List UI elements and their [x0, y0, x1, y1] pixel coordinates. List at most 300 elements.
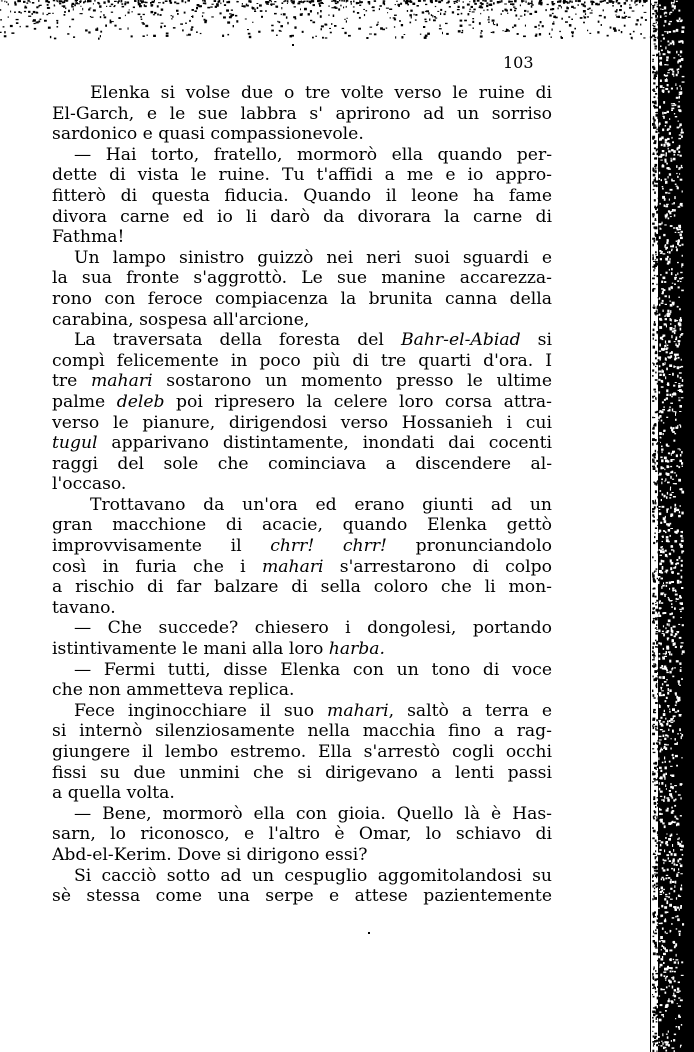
scan-speck [664, 12, 665, 14]
scan-speck [196, 31, 198, 33]
scan-speck [659, 692, 662, 695]
text-line [52, 701, 552, 722]
scan-speck [487, 9, 489, 10]
scan-speck [681, 359, 682, 361]
scan-speck [668, 70, 670, 71]
scan-speck [380, 27, 383, 29]
scan-speck [675, 591, 677, 592]
scan-speck [279, 21, 281, 23]
scan-speck [665, 1047, 667, 1049]
scan-speck [665, 121, 668, 123]
scan-speck [652, 244, 654, 246]
scan-speck [681, 87, 682, 90]
scan-speck [286, 16, 288, 18]
scan-speck [407, 10, 408, 12]
scan-speck [666, 679, 668, 680]
scan-speck [534, 26, 536, 28]
scan-speck [660, 228, 661, 230]
scan-speck [679, 405, 682, 408]
scan-speck [679, 411, 681, 412]
scan-speck [664, 224, 666, 225]
scan-speck [674, 890, 676, 892]
scan-speck [668, 193, 670, 194]
scan-speck [666, 697, 667, 699]
scan-speck [655, 929, 656, 931]
scan-speck [477, 0, 480, 2]
text-line: — Hai torto, fratello, mormorò ella quando per- [74, 144, 552, 165]
scan-speck [663, 721, 665, 722]
scan-speck [670, 403, 673, 404]
scan-speck [661, 690, 664, 691]
scan-speck [165, 0, 168, 2]
scan-speck [331, 23, 332, 25]
scan-speck [654, 77, 656, 80]
scan-speck [463, 1, 465, 2]
scan-speck [69, 26, 71, 28]
scan-speck [670, 488, 671, 490]
scan-speck [66, 0, 68, 1]
scan-speck [654, 802, 656, 804]
scan-speck [48, 27, 51, 29]
scan-speck [673, 227, 675, 228]
scan-speck [660, 490, 662, 492]
scan-speck [652, 59, 654, 60]
scan-speck [655, 1006, 657, 1009]
scan-speck [655, 726, 657, 727]
scan-speck [558, 7, 559, 9]
scan-speck [655, 48, 657, 49]
scan-speck [679, 96, 680, 99]
scan-speck [100, 35, 101, 37]
scan-speck [662, 585, 665, 587]
text-run: , saltò a terra e [388, 700, 552, 721]
scan-speck [72, 19, 75, 21]
scan-speck [670, 494, 673, 496]
scan-speck [523, 0, 525, 2]
scan-speck [681, 512, 683, 515]
scan-speck [668, 620, 671, 623]
scan-speck [665, 141, 667, 143]
scan-speck [673, 57, 675, 58]
scan-speck [394, 26, 395, 27]
scan-speck [673, 941, 676, 943]
scan-speck [662, 945, 664, 947]
scan-speck [657, 801, 660, 803]
scan-speck [359, 17, 361, 19]
scan-speck [202, 15, 203, 17]
scan-speck [32, 13, 33, 15]
scan-speck [664, 469, 665, 471]
scan-speck [674, 341, 676, 342]
scan-speck [616, 15, 617, 16]
page-edge-line [650, 0, 651, 1052]
scan-speck [679, 372, 682, 373]
scan-speck [174, 1, 176, 3]
scan-speck [655, 94, 657, 95]
scan-speck [677, 71, 678, 74]
scan-speck [667, 720, 669, 722]
scan-speck [287, 0, 289, 2]
scan-speck [659, 736, 662, 737]
scan-speck [678, 10, 680, 12]
scan-speck [114, 25, 116, 27]
scan-speck [671, 108, 674, 110]
scan-speck [575, 14, 576, 15]
scan-speck [681, 560, 683, 562]
scan-speck [667, 345, 668, 346]
scan-speck [34, 28, 36, 30]
scan-speck [665, 181, 667, 184]
scan-speck [666, 314, 667, 315]
scan-speck [680, 425, 681, 427]
scan-speck [676, 186, 678, 187]
scan-speck [673, 202, 675, 204]
scan-speck [666, 272, 668, 274]
scan-speck [652, 621, 655, 623]
scan-speck [298, 1, 301, 3]
scan-speck [182, 29, 184, 31]
scan-speck [488, 19, 490, 20]
scan-speck [659, 203, 661, 205]
scan-speck [653, 189, 655, 190]
scan-speck [679, 92, 682, 94]
scan-speck [666, 833, 667, 834]
scan-speck [666, 723, 668, 726]
scan-speck [157, 14, 159, 16]
scan-speck [654, 2, 657, 4]
scan-speck [513, 7, 515, 8]
scan-speck [672, 209, 674, 212]
scan-speck [664, 179, 666, 181]
scan-speck [243, 5, 245, 7]
scan-speck [623, 17, 626, 19]
scan-speck [654, 866, 656, 867]
scan-speck [339, 0, 341, 1]
scan-speck [675, 916, 676, 918]
scan-speck [505, 10, 507, 12]
scan-speck [36, 22, 37, 23]
scan-speck [507, 13, 508, 14]
scan-speck [662, 989, 665, 990]
scan-speck [595, 3, 598, 5]
scan-speck [682, 244, 684, 246]
scan-speck [132, 11, 133, 13]
scan-speck [657, 362, 658, 364]
scan-speck [682, 624, 684, 626]
scan-speck [653, 609, 654, 610]
scan-speck [653, 288, 655, 289]
scan-speck [539, 0, 542, 1]
scan-speck [15, 3, 17, 5]
scan-speck [378, 22, 379, 23]
scan-speck [678, 59, 681, 62]
scan-speck [658, 132, 659, 134]
scan-speck [652, 396, 654, 397]
scan-speck [353, 0, 354, 2]
scan-speck [19, 0, 21, 2]
scan-speck [679, 699, 680, 701]
scan-speck [68, 10, 70, 12]
scan-speck [663, 972, 666, 973]
scan-speck [654, 457, 656, 459]
scan-speck [640, 24, 641, 26]
scan-speck [154, 12, 156, 14]
scan-speck [24, 11, 26, 12]
scan-speck [655, 112, 657, 113]
scan-speck [671, 396, 673, 397]
scan-speck [482, 0, 484, 1]
scan-speck [236, 1, 238, 3]
scan-speck [662, 363, 664, 366]
scan-speck [662, 369, 663, 372]
scan-speck [656, 719, 658, 721]
scan-speck [93, 3, 94, 4]
scan-speck [653, 23, 656, 24]
scan-speck [415, 19, 417, 20]
scan-speck [439, 28, 442, 29]
scan-speck [666, 213, 668, 215]
scan-speck [654, 815, 655, 817]
scan-speck [669, 660, 671, 663]
scan-speck [666, 247, 668, 249]
scan-speck [667, 869, 669, 871]
scan-speck [680, 849, 683, 850]
scan-speck [442, 32, 443, 34]
scan-speck [56, 0, 57, 1]
scan-speck [379, 8, 380, 10]
scan-speck [660, 253, 663, 254]
scan-speck [662, 188, 664, 190]
scan-speck [655, 45, 658, 47]
scan-speck [666, 646, 669, 649]
scan-speck [678, 479, 681, 482]
scan-speck [504, 4, 507, 5]
scan-speck [660, 894, 663, 895]
scan-speck [368, 932, 370, 934]
scan-speck [674, 863, 676, 865]
scan-speck [652, 977, 654, 980]
scan-speck [679, 662, 681, 665]
scan-speck [678, 138, 681, 139]
scan-speck [653, 996, 655, 998]
scan-speck [653, 454, 656, 456]
scan-speck [656, 729, 659, 730]
scan-speck [652, 369, 654, 371]
scan-speck [618, 16, 620, 18]
scan-speck [681, 1024, 682, 1026]
scan-speck [664, 825, 666, 828]
scan-speck [374, 33, 377, 35]
scan-speck [653, 796, 655, 799]
scan-speck [674, 667, 676, 668]
scan-speck [679, 909, 680, 911]
scan-speck [667, 31, 668, 34]
scan-speck [655, 352, 658, 354]
scan-speck [652, 611, 655, 614]
scan-speck [661, 50, 663, 52]
scan-speck [676, 701, 678, 704]
scan-speck [675, 594, 678, 596]
scan-speck [659, 223, 662, 225]
scan-speck [680, 733, 681, 734]
scan-speck [590, 12, 593, 13]
scan-speck [670, 528, 673, 529]
scan-speck [114, 5, 116, 6]
scan-speck [668, 599, 670, 601]
scan-speck [553, 21, 554, 22]
scan-speck [669, 761, 671, 763]
scan-speck [677, 176, 678, 178]
scan-speck [655, 218, 657, 220]
scan-speck [657, 804, 658, 806]
scan-speck [660, 988, 662, 990]
scan-speck [370, 27, 373, 28]
scan-speck [561, 37, 563, 39]
scan-speck [460, 20, 463, 22]
scan-speck [0, 19, 2, 20]
scan-speck [655, 251, 657, 253]
scan-speck [653, 174, 656, 177]
scan-speck [493, 24, 495, 25]
scan-speck [652, 136, 655, 139]
scan-speck [676, 1, 678, 2]
scan-speck [673, 366, 674, 368]
scan-speck [659, 676, 661, 678]
scan-speck [675, 504, 677, 507]
scan-speck [663, 1047, 665, 1050]
scan-speck [681, 734, 683, 737]
scan-speck [657, 442, 660, 444]
scan-speck [652, 216, 654, 218]
scan-speck [539, 28, 540, 29]
scan-speck [663, 277, 666, 280]
scan-speck [654, 439, 656, 440]
scan-speck [676, 337, 678, 340]
text-line: a quella volta. [52, 783, 175, 804]
scan-speck [306, 1, 308, 3]
scan-speck [652, 646, 654, 649]
scan-speck [302, 31, 304, 33]
scan-speck [669, 173, 671, 175]
scan-speck [607, 35, 609, 37]
scan-speck [657, 37, 659, 39]
scan-speck [673, 328, 676, 329]
scan-speck [661, 725, 664, 727]
scan-speck [653, 593, 655, 595]
scan-speck [662, 676, 665, 679]
scan-speck [514, 24, 516, 26]
scan-speck [659, 1012, 661, 1013]
scan-speck [639, 0, 642, 2]
scan-speck [474, 3, 477, 5]
scan-speck [670, 718, 673, 721]
scan-speck [676, 765, 678, 767]
scan-speck [655, 206, 656, 208]
scan-speck [671, 627, 673, 629]
scan-speck [662, 165, 665, 167]
scan-speck [568, 16, 570, 18]
scan-speck [655, 856, 656, 858]
scan-speck [216, 4, 219, 6]
scan-speck [661, 349, 664, 350]
scan-speck [458, 30, 461, 32]
text-line: Elenka si volse due o tre volte verso le ruine di [90, 83, 552, 103]
scan-speck [618, 30, 620, 32]
scan-speck [677, 918, 680, 921]
scan-speck [654, 712, 656, 713]
scan-speck [678, 286, 680, 288]
scan-speck [512, 3, 514, 5]
scan-speck [655, 991, 657, 993]
scan-speck [531, 6, 533, 8]
scan-speck [311, 0, 313, 2]
scan-speck [682, 132, 684, 134]
scan-speck [661, 459, 663, 462]
scan-speck [486, 2, 488, 4]
scan-speck [561, 18, 563, 20]
scan-speck [655, 259, 657, 260]
scan-speck [679, 1028, 680, 1030]
scan-speck [658, 198, 659, 200]
scan-speck [664, 746, 666, 749]
scan-speck [659, 995, 660, 996]
scan-speck [665, 627, 666, 629]
scan-speck [668, 218, 670, 220]
scan-speck [472, 18, 474, 19]
scan-speck [663, 889, 665, 890]
scan-speck [664, 656, 667, 657]
scan-speck [675, 967, 677, 969]
body-text [52, 83, 552, 907]
scan-speck [663, 1016, 664, 1018]
scan-speck [677, 345, 679, 348]
scan-speck [657, 1008, 659, 1011]
scan-speck [658, 908, 660, 909]
text-line [52, 371, 552, 392]
scan-speck [662, 380, 664, 382]
scan-speck [668, 150, 671, 152]
scan-speck [541, 2, 543, 4]
scan-speck [169, 0, 171, 2]
scan-speck [653, 642, 655, 644]
scan-speck [676, 601, 677, 602]
scan-speck [681, 961, 683, 963]
scan-speck [655, 702, 658, 704]
scan-speck [665, 977, 667, 979]
scan-speck [322, 3, 324, 4]
scan-speck [654, 767, 657, 769]
scan-speck [665, 767, 667, 770]
scan-speck [655, 28, 656, 30]
scan-speck [629, 4, 631, 5]
scan-speck [664, 975, 666, 977]
scan-speck [591, 10, 592, 12]
scan-speck [98, 38, 100, 40]
scan-speck [652, 781, 654, 782]
scan-speck [655, 261, 658, 263]
scan-speck [658, 551, 660, 553]
scan-speck [662, 633, 664, 634]
scan-speck [670, 12, 672, 13]
scan-speck [680, 40, 683, 42]
scan-speck [618, 2, 621, 4]
scan-speck [196, 7, 198, 9]
scan-speck [350, 1, 352, 3]
scan-speck [75, 2, 78, 4]
scan-speck [655, 987, 656, 989]
scan-speck [125, 1, 126, 3]
scan-speck [641, 17, 643, 19]
